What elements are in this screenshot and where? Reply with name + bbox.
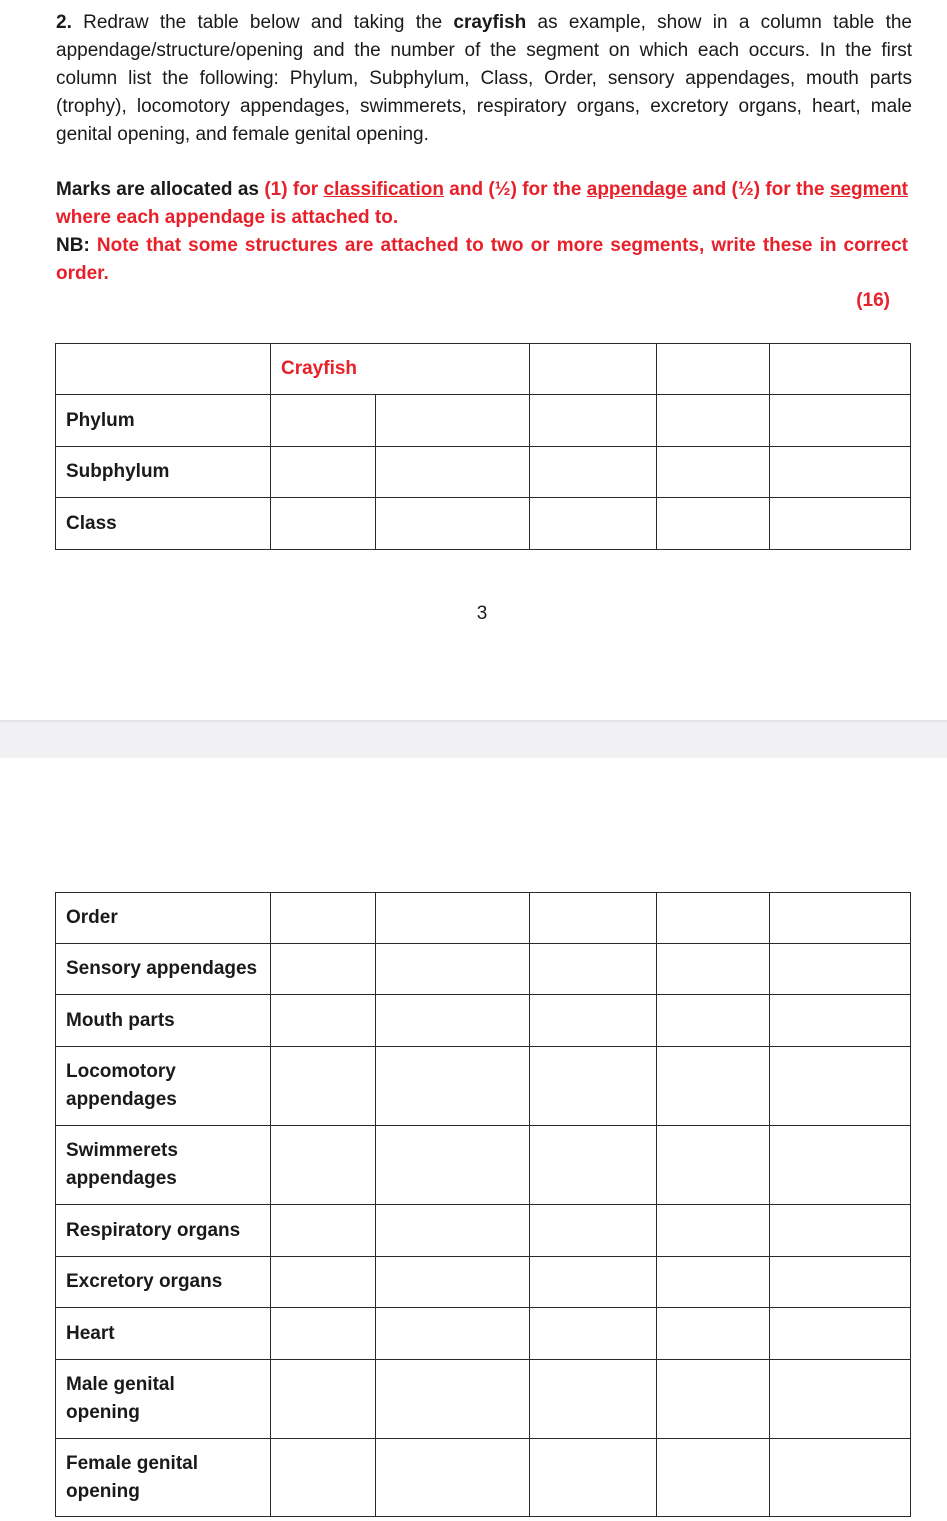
classification-table-bottom bbox=[55, 892, 911, 1517]
table-cell bbox=[271, 1360, 376, 1439]
table-cell bbox=[376, 1308, 530, 1360]
table-cell bbox=[530, 1360, 657, 1439]
marks-classification-value: (1) for bbox=[264, 179, 324, 200]
nb-label: NB: bbox=[56, 235, 97, 256]
table-cell bbox=[530, 944, 657, 995]
table-row bbox=[56, 1308, 911, 1360]
table-cell bbox=[376, 1047, 530, 1126]
table-cell bbox=[271, 944, 376, 995]
table-cell bbox=[271, 1257, 376, 1308]
table-cell bbox=[530, 1257, 657, 1308]
table-cell bbox=[530, 498, 657, 550]
table-cell bbox=[376, 498, 530, 550]
table-cell bbox=[530, 893, 657, 944]
marks-appendage: appendage bbox=[586, 179, 688, 200]
table-cell bbox=[770, 1360, 911, 1439]
marks-segment: segment bbox=[829, 179, 909, 200]
table-cell bbox=[657, 498, 770, 550]
row-label bbox=[56, 1439, 271, 1517]
marks-allocation bbox=[56, 176, 908, 288]
nb-text: Note that some structures are attached to two or more segments, write these in correct order. bbox=[56, 235, 908, 284]
table-cell bbox=[376, 944, 530, 995]
row-label bbox=[56, 1047, 271, 1126]
table-cell bbox=[376, 447, 530, 498]
table-cell bbox=[271, 395, 376, 447]
table-row bbox=[56, 498, 911, 550]
page-separator bbox=[0, 720, 947, 758]
table-row bbox=[56, 1439, 911, 1517]
table-cell bbox=[770, 1257, 911, 1308]
row-label: Subphylum bbox=[56, 447, 271, 498]
row-label: Phylum bbox=[56, 395, 271, 447]
table-cell bbox=[530, 995, 657, 1047]
table-cell bbox=[657, 995, 770, 1047]
table-cell bbox=[271, 1205, 376, 1257]
table-cell bbox=[657, 1360, 770, 1439]
table-cell bbox=[376, 1360, 530, 1439]
table-cell bbox=[770, 1439, 911, 1517]
table-cell bbox=[271, 1126, 376, 1205]
row-label: Mouth parts bbox=[56, 995, 271, 1047]
table-row bbox=[56, 447, 911, 498]
question-text-part2: as example, show in a column table the appendage/structure/opening and the number of the segment on which each occurs. In the first column list the following: Phylum, Subphylum, Class, Order, sensory appendages, mouth parts (trophy), locomotory appendages, swimmerets, respiratory organs, excretory organs, heart, male genital opening, and female genital opening. bbox=[56, 12, 912, 145]
table-cell bbox=[770, 995, 911, 1047]
question-bold-word: crayfish bbox=[453, 12, 527, 33]
table-row bbox=[56, 893, 911, 944]
header-cell bbox=[770, 344, 911, 395]
table-cell bbox=[271, 447, 376, 498]
marks-and-2: and (½) for the bbox=[687, 179, 830, 200]
table-cell bbox=[770, 893, 911, 944]
header-cell-crayfish: Crayfish bbox=[271, 344, 530, 395]
page-number: 3 bbox=[476, 603, 488, 624]
table-cell bbox=[376, 1126, 530, 1205]
classification-table-top bbox=[55, 343, 911, 550]
marks-and-1: and (½) for the bbox=[443, 179, 587, 200]
table-cell bbox=[271, 1439, 376, 1517]
row-label-text: Locomotory appendages bbox=[66, 1061, 177, 1110]
header-cell bbox=[530, 344, 657, 395]
marks-classification: classification bbox=[323, 179, 444, 200]
table-cell bbox=[770, 447, 911, 498]
table-cell bbox=[657, 944, 770, 995]
table-cell bbox=[770, 395, 911, 447]
table-cell bbox=[770, 1047, 911, 1126]
row-label: Order bbox=[56, 893, 271, 944]
table-row bbox=[56, 1205, 911, 1257]
total-marks: (16) bbox=[856, 290, 890, 311]
marks-intro: Marks are allocated as bbox=[56, 179, 265, 200]
document-page-2 bbox=[0, 758, 947, 1521]
row-label-text: Male genital opening bbox=[66, 1374, 175, 1423]
table-cell bbox=[770, 1205, 911, 1257]
header-cell-empty bbox=[56, 344, 271, 395]
table-cell bbox=[657, 1205, 770, 1257]
question-text bbox=[56, 9, 912, 149]
table-cell bbox=[530, 447, 657, 498]
table-cell bbox=[376, 1205, 530, 1257]
table-row bbox=[56, 1047, 911, 1126]
table-cell bbox=[530, 1126, 657, 1205]
marks-tail: where each appendage is attached to. bbox=[56, 207, 399, 228]
table-cell bbox=[271, 1047, 376, 1126]
table-row bbox=[56, 1360, 911, 1439]
table-row bbox=[56, 944, 911, 995]
table-cell bbox=[770, 1308, 911, 1360]
table-cell bbox=[376, 893, 530, 944]
table-cell bbox=[271, 995, 376, 1047]
table-cell bbox=[770, 1126, 911, 1205]
question-number: 2. bbox=[56, 12, 72, 33]
row-label: Heart bbox=[56, 1308, 271, 1360]
table-row bbox=[56, 995, 911, 1047]
table-cell bbox=[657, 1126, 770, 1205]
table-cell bbox=[271, 893, 376, 944]
table-cell bbox=[271, 498, 376, 550]
row-label bbox=[56, 1126, 271, 1205]
question-text-part1: Redraw the table below and taking the bbox=[71, 12, 454, 33]
table-cell bbox=[770, 944, 911, 995]
table-row bbox=[56, 1257, 911, 1308]
document-page-1 bbox=[0, 0, 947, 720]
table-cell bbox=[530, 395, 657, 447]
table-cell bbox=[657, 447, 770, 498]
row-label-text: Female genital opening bbox=[66, 1452, 198, 1502]
table-cell bbox=[530, 1308, 657, 1360]
row-label: Sensory appendages bbox=[56, 944, 271, 995]
table-cell bbox=[657, 395, 770, 447]
table-cell bbox=[376, 395, 530, 447]
row-label: Excretory organs bbox=[56, 1257, 271, 1308]
table-cell bbox=[657, 1047, 770, 1126]
table-cell bbox=[271, 1308, 376, 1360]
table-row bbox=[56, 1126, 911, 1205]
row-label: Class bbox=[56, 498, 271, 550]
table-cell bbox=[657, 1257, 770, 1308]
table-cell bbox=[770, 498, 911, 550]
table-header-row bbox=[56, 344, 911, 395]
table-cell bbox=[530, 1439, 657, 1517]
header-cell bbox=[657, 344, 770, 395]
table-cell bbox=[530, 1047, 657, 1126]
table-cell bbox=[530, 1205, 657, 1257]
table-cell bbox=[657, 1308, 770, 1360]
table-cell bbox=[376, 1257, 530, 1308]
row-label: Respiratory organs bbox=[56, 1205, 271, 1257]
row-label bbox=[56, 1360, 271, 1439]
table-row bbox=[56, 395, 911, 447]
table-cell bbox=[657, 893, 770, 944]
row-label-text: Swimmerets appendages bbox=[66, 1140, 178, 1189]
table-cell bbox=[657, 1439, 770, 1517]
table-cell bbox=[376, 1439, 530, 1517]
table-cell bbox=[376, 995, 530, 1047]
